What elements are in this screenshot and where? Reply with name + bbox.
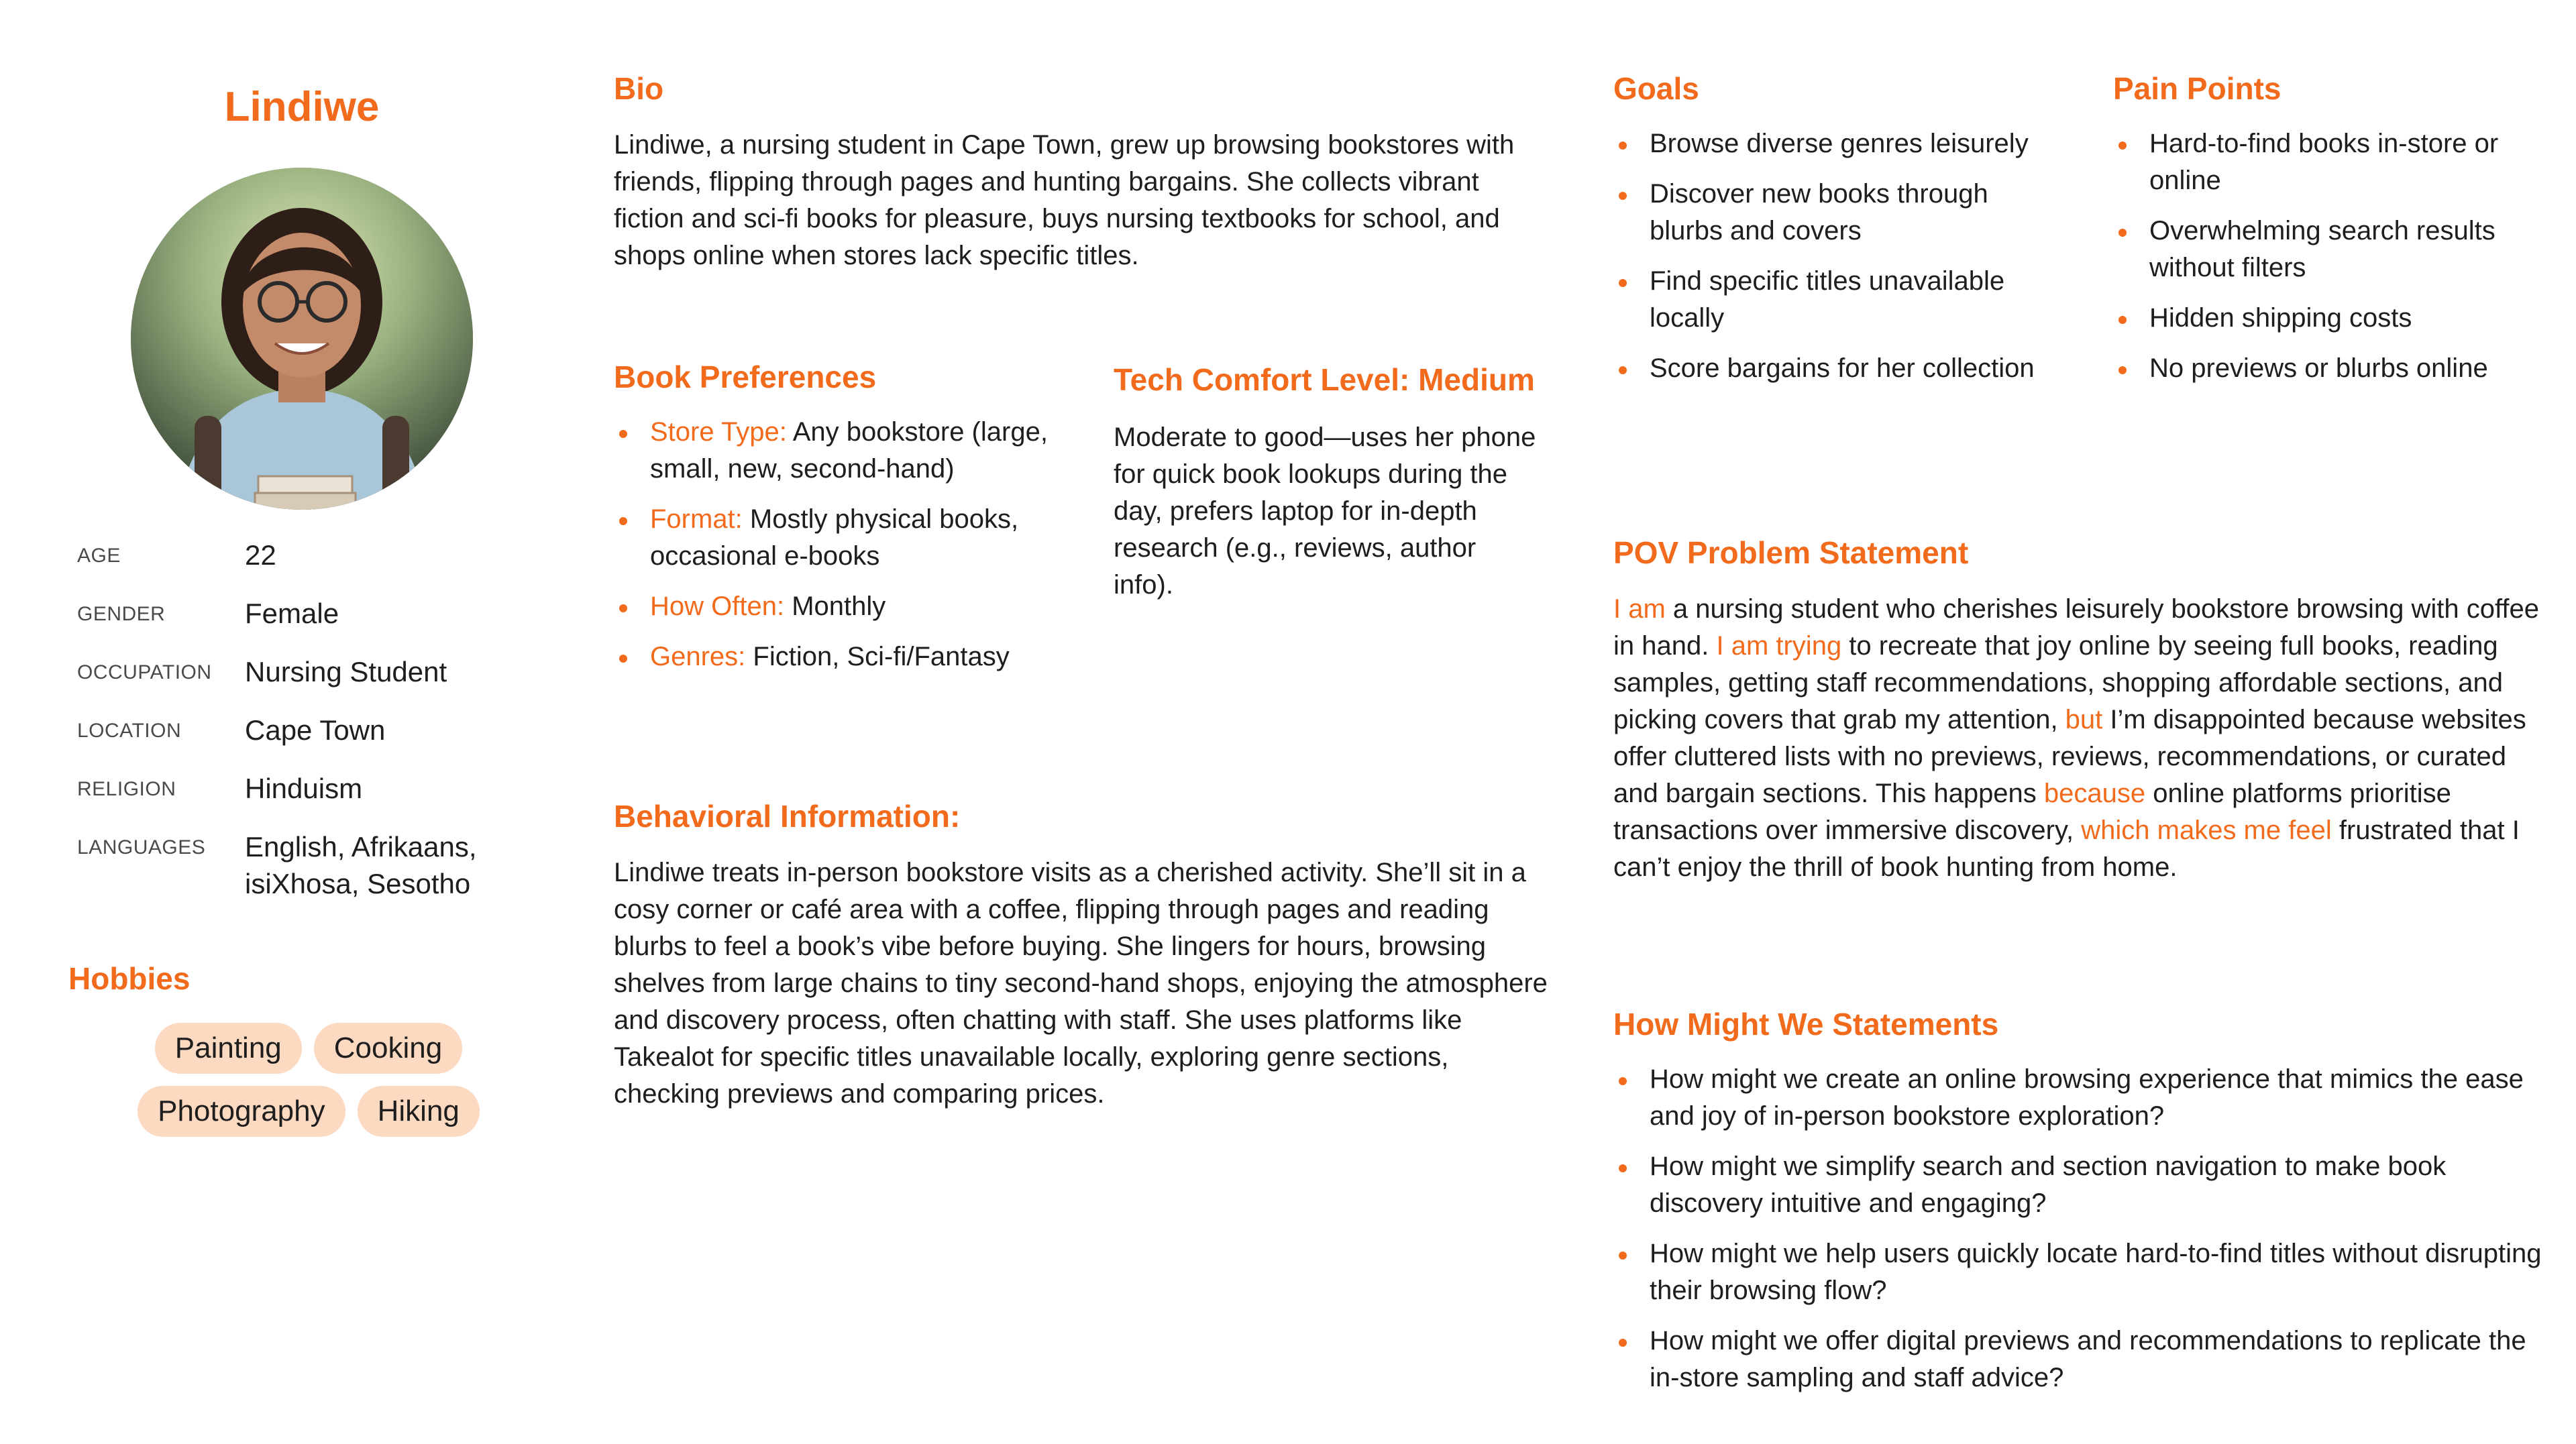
list-item: Hard-to-find books in-store or online — [2113, 125, 2549, 199]
hmw-section — [1613, 1006, 2553, 1410]
hobby-chip: Photography — [138, 1086, 345, 1137]
list-item: Find specific titles unavailable locally — [1613, 263, 2056, 337]
tech-comfort-section — [1114, 359, 1543, 604]
list-item: Store Type: Any bookstore (large, small, new, second-hand) — [614, 414, 1057, 488]
list-item: Genres: Fiction, Sci-fi/Fantasy — [614, 638, 1057, 675]
detail-value: 22 — [245, 539, 276, 571]
persona-photo-icon — [131, 168, 473, 510]
goals-section — [1613, 70, 2056, 400]
detail-label: OCCUPATION — [77, 661, 212, 683]
behavioral-title: Behavioral Information: — [614, 799, 961, 834]
bio-section — [614, 70, 1553, 274]
bio-title: Bio — [614, 71, 664, 106]
hobbies-chips — [127, 1023, 490, 1149]
hmw-list — [1613, 1061, 2553, 1396]
detail-label: LANGUAGES — [77, 836, 206, 858]
detail-value: Hinduism — [245, 773, 363, 804]
detail-row — [77, 712, 506, 770]
detail-row — [77, 770, 506, 828]
list-item: Score bargains for her collection — [1613, 350, 2056, 387]
detail-value: English, Afrikaans, isiXhosa, Sesotho — [245, 831, 477, 899]
book-preferences-title: Book Preferences — [614, 359, 877, 394]
persona-avatar — [131, 168, 473, 510]
list-item: How might we create an online browsing experience that mimics the ease and joy of in-person bookstore exploration? — [1613, 1061, 2553, 1135]
goals-title: Goals — [1613, 71, 1699, 106]
pov-title: POV Problem Statement — [1613, 535, 1969, 570]
list-item: How might we help users quickly locate hard-to-find titles without disrupting their browsing flow? — [1613, 1235, 2553, 1309]
hmw-title: How Might We Statements — [1613, 1007, 1999, 1042]
list-item: How Often: Monthly — [614, 588, 1057, 625]
pov-section — [1613, 535, 2553, 886]
list-item: No previews or blurbs online — [2113, 350, 2549, 387]
hobbies-title: Hobbies — [68, 961, 191, 996]
detail-row — [77, 595, 506, 653]
tech-comfort-text: Moderate to good—uses her phone for quick book lookups during the day, prefers laptop for in-depth research (e.g., reviews, author info). — [1114, 423, 1536, 600]
detail-label: RELIGION — [77, 778, 176, 800]
persona-name: Lindiwe — [224, 84, 380, 130]
detail-row — [77, 537, 506, 595]
book-preferences-list — [614, 414, 1057, 675]
detail-value: Nursing Student — [245, 656, 447, 687]
tech-comfort-title: Tech Comfort Level: Medium — [1114, 362, 1535, 397]
persona-details — [77, 537, 506, 902]
book-preferences-section — [614, 359, 1057, 689]
detail-label: LOCATION — [77, 720, 182, 742]
pain-points-title: Pain Points — [2113, 71, 2282, 106]
list-item: Format: Mostly physical books, occasional e-books — [614, 501, 1057, 575]
list-item: Overwhelming search results without filters — [2113, 213, 2549, 286]
pain-points-section — [2113, 70, 2549, 400]
detail-row — [77, 828, 506, 902]
behavioral-text: Lindiwe treats in-person bookstore visits as a cherished activity. She’ll sit in a cosy corner or café area with a coffee, flipping through pages and reading blurbs to feel a book’s vibe before buying. She lingers for hours, browsing shelves from large chains to tiny second-hand shops, enjoying the atmosphere and discovery process, often chatting with staff. She uses platforms like Takealot for specific titles unavailable locally, exploring genre sections, checking previews and comparing prices. — [614, 858, 1548, 1109]
list-item: Discover new books through blurbs and covers — [1613, 176, 2056, 249]
detail-label: AGE — [77, 545, 121, 567]
detail-label: GENDER — [77, 603, 166, 625]
hobby-chip: Cooking — [314, 1023, 462, 1074]
list-item: Hidden shipping costs — [2113, 300, 2549, 337]
goals-list — [1613, 125, 2056, 387]
detail-value: Female — [245, 598, 339, 629]
detail-value: Cape Town — [245, 714, 386, 746]
hobby-chip: Hiking — [358, 1086, 480, 1137]
list-item: How might we offer digital previews and recommendations to replicate the in-store sampling and staff advice? — [1613, 1323, 2553, 1396]
behavioral-section — [614, 798, 1553, 1113]
list-item: How might we simplify search and section navigation to make book discovery intuitive and engaging? — [1613, 1148, 2553, 1222]
bio-text: Lindiwe, a nursing student in Cape Town, grew up browsing bookstores with friends, flipping through pages and hunting bargains. She collects vibrant fiction and sci-fi books for pleasure, buys nursing textbooks for school, and shops online when stores lack specific titles. — [614, 130, 1515, 270]
detail-row — [77, 653, 506, 712]
list-item: Browse diverse genres leisurely — [1613, 125, 2056, 162]
pain-points-list — [2113, 125, 2549, 387]
pov-text: I am a nursing student who cherishes leisurely bookstore browsing with coffee in hand. I am trying to recreate that joy online by seeing full books, reading samples, getting staff recommendations, shopping affordable sections, and picking covers that grab my attention, but I’m disappointed because websites offer cluttered lists with no previews, reviews, recommendations, or curated and bargain sections. This happens because online platforms prioritise transactions over immersive discovery, which makes me feel frustrated that I can’t enjoy the thrill of book hunting from home. — [1613, 594, 2539, 882]
hobby-chip: Painting — [155, 1023, 302, 1074]
